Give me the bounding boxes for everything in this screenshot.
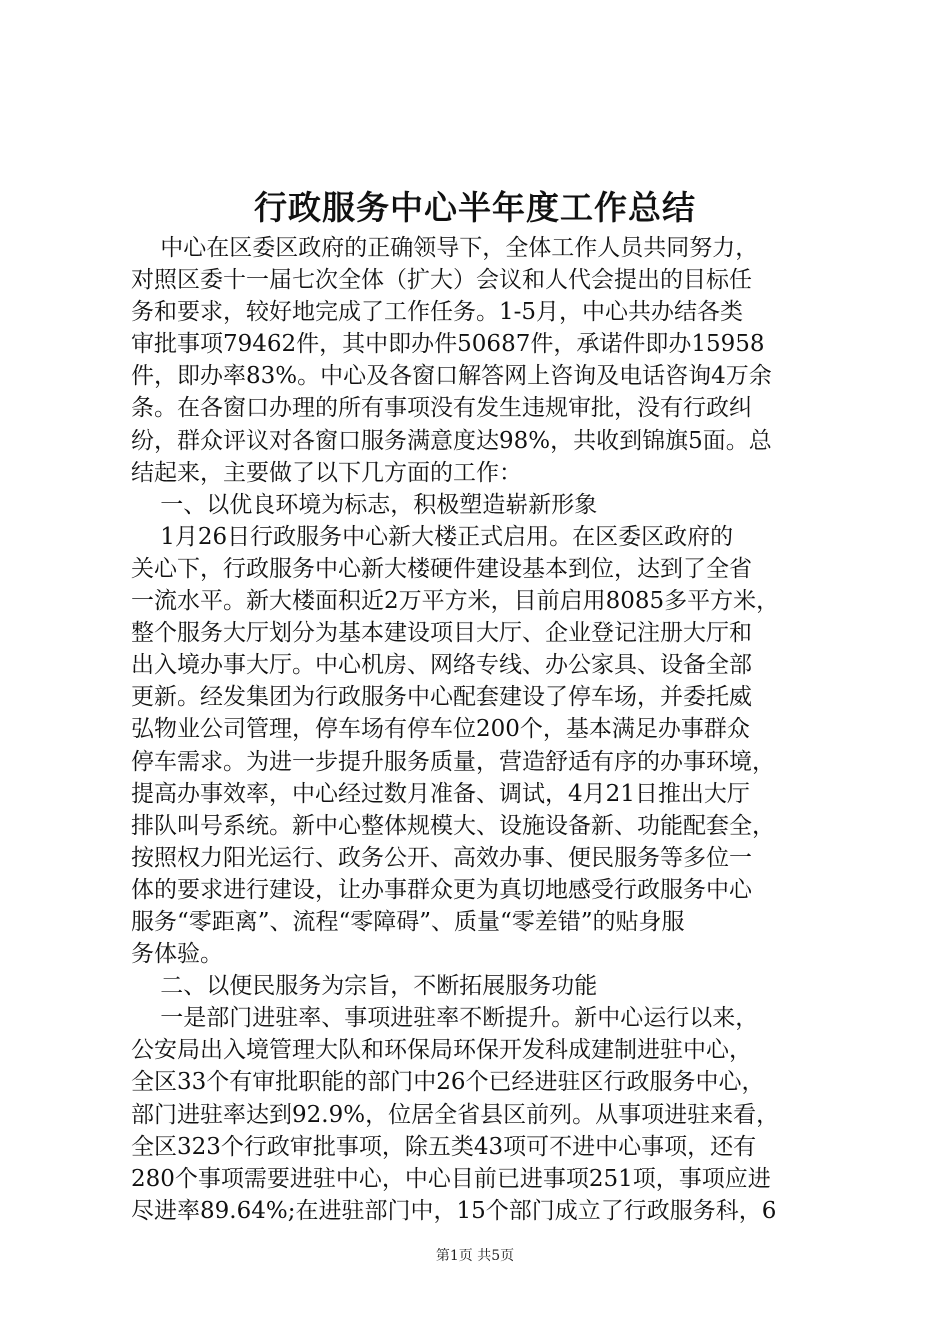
body-line: 一流水平。新大楼面积近2万平方米，目前启用8085多平方米， xyxy=(131,588,780,615)
body-line: 部门进驻率达到92.9%，位居全省县区前列。从事项进驻来看， xyxy=(131,1101,780,1128)
body-line: 审批事项79462件，其中即办件50687件，承诺件即办15958 xyxy=(131,331,765,358)
body-line: 务体验。 xyxy=(131,941,223,968)
body-line: 1月26日行政服务中心新大楼正式启用。在区委区政府的 xyxy=(131,523,734,550)
body-line: 对照区委十一届七次全体（扩大）会议和人代会提出的目标任 xyxy=(131,267,752,294)
body-line: 中心在区委区政府的正确领导下，全体工作人员共同努力， xyxy=(131,235,759,261)
body-line: 服务“零距离”、流程“零障碍”、质量“零差错”的贴身服 xyxy=(131,908,685,935)
body-line: 排队叫号系统。新中心整体规模大、设施设备新、功能配套全， xyxy=(131,812,775,839)
body-line: 条。在各窗口办理的所有事项没有发生违规审批，没有行政纠 xyxy=(131,395,752,422)
page-footer: 第1页 共5页 xyxy=(435,1248,515,1264)
body-line: 全区33个有审批职能的部门中26个已经进驻区行政服务中心， xyxy=(131,1069,765,1096)
document-title: 行政服务中心半年度工作总结 xyxy=(254,188,696,227)
body-line: 体的要求进行建设，让办事群众更为真切地感受行政服务中心 xyxy=(131,876,752,903)
body-line: 弘物业公司管理，停车场有停车位200个，基本满足办事群众 xyxy=(131,716,750,743)
body-line: 一是部门进驻率、事项进驻率不断提升。新中心运行以来， xyxy=(131,1005,759,1032)
document-body xyxy=(131,232,831,1227)
body-line: 整个服务大厅划分为基本建设项目大厅、企业登记注册大厅和 xyxy=(131,620,752,647)
body-line: 出入境办事大厅。中心机房、网络专线、办公家具、设备全部 xyxy=(131,652,752,679)
body-line: 280个事项需要进驻中心，中心目前已进事项251项，事项应进 xyxy=(131,1165,771,1192)
section-heading: 一、以优良环境为标志，积极塑造崭新形象 xyxy=(131,491,598,518)
body-line: 务和要求，较好地完成了工作任务。1-5月，中心共办结各类 xyxy=(131,299,744,326)
body-line: 按照权力阳光运行、政务公开、高效办事、便民服务等多位一 xyxy=(131,844,752,871)
body-line: 停车需求。为进一步提升服务质量，营造舒适有序的办事环境， xyxy=(131,748,775,775)
body-line: 更新。经发集团为行政服务中心配套建设了停车场，并委托威 xyxy=(131,684,752,711)
section-heading: 二、以便民服务为宗旨，不断拓展服务功能 xyxy=(131,973,598,1000)
body-line: 关心下，行政服务中心新大楼硬件建设基本到位，达到了全省 xyxy=(131,555,752,582)
body-line: 纷，群众评议对各窗口服务满意度达98%，共收到锦旗5面。总 xyxy=(131,427,772,454)
body-line: 公安局出入境管理大队和环保局环保开发科成建制进驻中心， xyxy=(131,1037,752,1064)
body-line: 提高办事效率，中心经过数月准备、调试，4月21日推出大厅 xyxy=(131,780,750,807)
body-line: 结起来，主要做了以下几方面的工作： xyxy=(131,459,522,486)
body-line: 全区323个行政审批事项，除五类43项可不进中心事项，还有 xyxy=(131,1133,757,1160)
body-line: 件，即办率83%。中心及各窗口解答网上咨询及电话咨询4万余 xyxy=(131,363,772,390)
body-line: 尽进率89.64%;在进驻部门中，15个部门成立了行政服务科，6 xyxy=(131,1197,777,1224)
